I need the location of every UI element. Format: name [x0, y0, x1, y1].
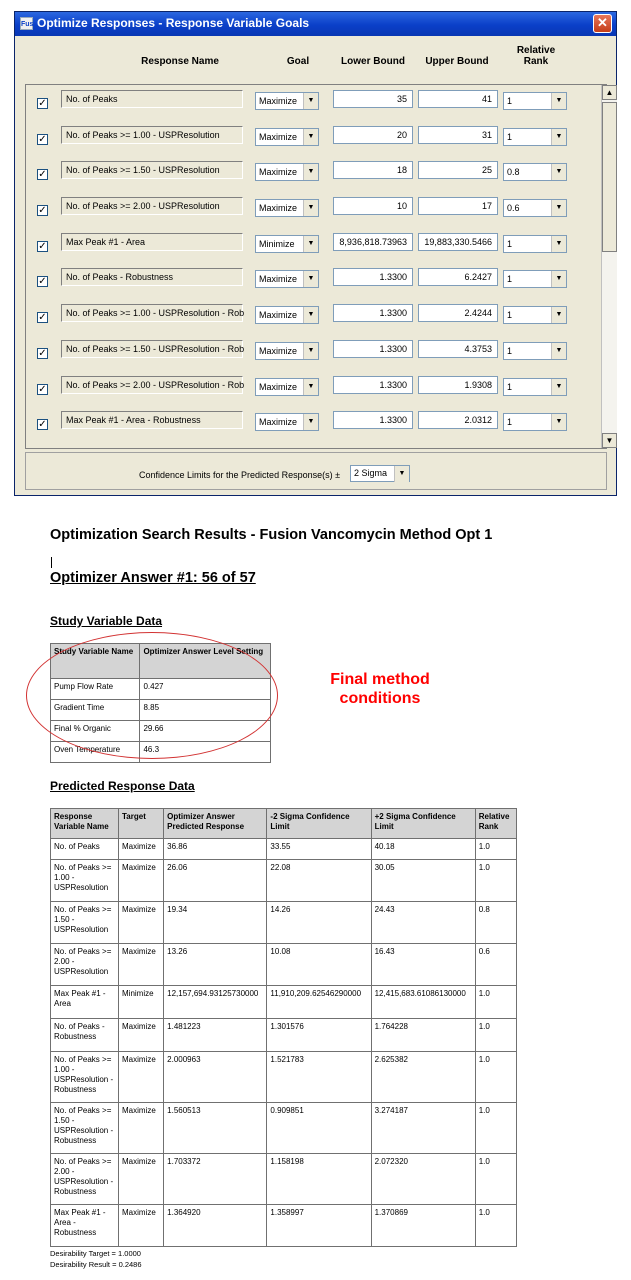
include-checkbox[interactable]: ✓ — [38, 419, 47, 430]
relative-rank-value: 1 — [507, 96, 513, 106]
relative-rank-dropdown[interactable] — [503, 92, 567, 110]
plus-2-sigma-limit: 24.43 — [371, 902, 475, 944]
lower-bound-input[interactable]: 35 — [333, 90, 413, 108]
plus-2-sigma-limit: 2.625382 — [371, 1052, 475, 1103]
header-relative-rank — [501, 45, 571, 67]
minus-2-sigma-limit: 1.158198 — [267, 1154, 371, 1205]
relative-rank: 1.0 — [475, 986, 516, 1019]
upper-bound-input[interactable]: 1.9308 — [418, 376, 498, 394]
study-variable-setting: 0.427 — [140, 679, 271, 700]
response-name-field: No. of Peaks >= 1.00 - USPResolution - Rob — [61, 304, 243, 322]
header-response-name: Response Name — [141, 56, 219, 67]
response-goal-row — [26, 299, 596, 335]
relative-rank: 1.0 — [475, 1052, 516, 1103]
lower-bound-input[interactable]: 1.3300 — [333, 376, 413, 394]
goal-dropdown[interactable] — [255, 163, 319, 181]
minus-2-sigma-limit: 1.301576 — [267, 1019, 371, 1052]
predicted-row — [51, 860, 517, 902]
response-goal-row — [26, 121, 596, 157]
goal-dropdown[interactable] — [255, 270, 319, 288]
lower-bound-input[interactable]: 1.3300 — [333, 411, 413, 429]
predicted-header-cell: Optimizer Answer Predicted Response — [164, 809, 267, 839]
chevron-down-icon[interactable]: ▼ — [551, 236, 566, 252]
response-name-field: Max Peak #1 - Area — [61, 233, 243, 251]
response-variable-name: No. of Peaks - Robustness — [51, 1019, 119, 1052]
plus-2-sigma-limit: 30.05 — [371, 860, 475, 902]
plus-2-sigma-limit: 1.370869 — [371, 1205, 475, 1247]
predicted-row — [51, 1052, 517, 1103]
chevron-down-icon[interactable]: ▼ — [551, 414, 566, 430]
goal-dropdown[interactable] — [255, 235, 319, 253]
header-relative-rank-line2: Rank — [523, 56, 549, 67]
predicted-response: 1.364920 — [164, 1205, 267, 1247]
target: Maximize — [119, 1103, 164, 1154]
study-variable-setting: 8.85 — [140, 700, 271, 721]
relative-rank-value: 1 — [507, 417, 513, 427]
upper-bound-input[interactable]: 31 — [418, 126, 498, 144]
include-checkbox[interactable]: ✓ — [38, 384, 47, 395]
relative-rank-dropdown[interactable] — [503, 306, 567, 324]
window-title: Optimize Responses - Response Variable Goals — [37, 16, 310, 30]
lower-bound-input[interactable]: 1.3300 — [333, 340, 413, 358]
goal-dropdown[interactable] — [255, 92, 319, 110]
optimizer-answer-title: Optimizer Answer #1: 56 of 57 — [50, 570, 256, 586]
upper-bound-input[interactable]: 19,883,330.5466 — [418, 233, 498, 251]
response-variable-name: No. of Peaks >= 2.00 - USPResolution - Robustness — [51, 1154, 119, 1205]
goal-dropdown[interactable] — [255, 199, 319, 217]
relative-rank-dropdown[interactable] — [503, 342, 567, 360]
relative-rank-dropdown[interactable] — [503, 128, 567, 146]
include-checkbox[interactable]: ✓ — [38, 205, 47, 216]
chevron-down-icon[interactable]: ▼ — [303, 414, 318, 430]
relative-rank-value: 1 — [507, 239, 513, 249]
chevron-down-icon[interactable]: ▼ — [303, 93, 318, 109]
target: Maximize — [119, 1205, 164, 1247]
header-goal: Goal — [286, 56, 310, 67]
target: Maximize — [119, 902, 164, 944]
response-name-field: No. of Peaks - Robustness — [61, 268, 243, 286]
response-variable-name: No. of Peaks >= 1.00 - USPResolution — [51, 860, 119, 902]
plus-2-sigma-limit: 2.072320 — [371, 1154, 475, 1205]
response-goal-row — [26, 192, 596, 228]
minus-2-sigma-limit: 1.521783 — [267, 1052, 371, 1103]
response-goal-row — [26, 371, 596, 407]
chevron-down-icon[interactable]: ▼ — [551, 93, 566, 109]
response-goal-row — [26, 406, 596, 442]
relative-rank: 1.0 — [475, 839, 516, 860]
response-goal-row — [26, 263, 596, 299]
study-variable-name: Final % Organic — [51, 721, 140, 742]
plus-2-sigma-limit: 1.764228 — [371, 1019, 475, 1052]
predicted-response: 1.560513 — [164, 1103, 267, 1154]
plus-2-sigma-limit: 40.18 — [371, 839, 475, 860]
header-relative-rank-line1: Relative — [516, 45, 556, 56]
response-name-field: No. of Peaks — [61, 90, 243, 108]
confidence-limits-panel — [25, 452, 607, 490]
goal-value: Maximize — [259, 96, 298, 106]
predicted-response: 2.000963 — [164, 1052, 267, 1103]
predicted-header-cell: -2 Sigma Confidence Limit — [267, 809, 371, 839]
response-name-field: No. of Peaks >= 1.50 - USPResolution — [61, 161, 243, 179]
predicted-header-cell: Response Variable Name — [51, 809, 119, 839]
target: Maximize — [119, 860, 164, 902]
minus-2-sigma-limit: 11,910,209.62546290000 — [267, 986, 371, 1019]
include-checkbox[interactable]: ✓ — [38, 348, 47, 359]
upper-bound-input[interactable]: 6.2427 — [418, 268, 498, 286]
chevron-down-icon[interactable]: ▼ — [551, 343, 566, 359]
response-variable-name: No. of Peaks >= 1.50 - USPResolution - Robustness — [51, 1103, 119, 1154]
predicted-response-table — [50, 808, 517, 1247]
relative-rank: 1.0 — [475, 860, 516, 902]
minus-2-sigma-limit: 0.909851 — [267, 1103, 371, 1154]
predicted-row — [51, 944, 517, 986]
goal-dropdown[interactable] — [255, 306, 319, 324]
goal-value: Maximize — [259, 382, 298, 392]
response-goal-row — [26, 85, 596, 121]
desirability-result: Desirability Result = 0.2486 — [50, 1260, 142, 1269]
chevron-down-icon[interactable]: ▼ — [551, 271, 566, 287]
include-checkbox[interactable]: ✓ — [38, 98, 47, 109]
predicted-row — [51, 902, 517, 944]
response-variable-name: No. of Peaks >= 1.50 - USPResolution — [51, 902, 119, 944]
goal-value: Minimize — [259, 239, 295, 249]
minus-2-sigma-limit: 14.26 — [267, 902, 371, 944]
predicted-response: 13.26 — [164, 944, 267, 986]
chevron-down-icon[interactable]: ▼ — [551, 164, 566, 180]
include-checkbox[interactable]: ✓ — [38, 241, 47, 252]
minus-2-sigma-limit: 22.08 — [267, 860, 371, 902]
text-cursor — [51, 557, 52, 568]
lower-bound-input[interactable]: 18 — [333, 161, 413, 179]
chevron-down-icon[interactable]: ▼ — [551, 200, 566, 216]
study-variable-setting: 29.66 — [140, 721, 271, 742]
optimize-responses-window — [14, 11, 617, 496]
relative-rank-value: 1 — [507, 274, 513, 284]
relative-rank-dropdown[interactable] — [503, 378, 567, 396]
close-button[interactable]: ✕ — [593, 14, 612, 33]
target: Minimize — [119, 986, 164, 1019]
response-variable-name: No. of Peaks >= 2.00 - USPResolution — [51, 944, 119, 986]
study-header-cell: Study Variable Name — [51, 644, 140, 679]
chevron-down-icon[interactable]: ▼ — [303, 271, 318, 287]
lower-bound-input[interactable]: 1.3300 — [333, 268, 413, 286]
response-name-field: Max Peak #1 - Area - Robustness — [61, 411, 243, 429]
lower-bound-input[interactable]: 10 — [333, 197, 413, 215]
relative-rank: 1.0 — [475, 1019, 516, 1052]
minus-2-sigma-limit: 10.08 — [267, 944, 371, 986]
upper-bound-input[interactable]: 25 — [418, 161, 498, 179]
chevron-down-icon[interactable]: ▼ — [551, 307, 566, 323]
response-goal-row — [26, 156, 596, 192]
chevron-down-icon[interactable]: ▼ — [303, 343, 318, 359]
scroll-down-arrow-icon[interactable]: ▼ — [602, 433, 617, 448]
predicted-response: 12,157,694.93125730000 — [164, 986, 267, 1019]
study-variable-name: Oven Temperature — [51, 742, 140, 763]
goal-dropdown[interactable] — [255, 413, 319, 431]
include-checkbox[interactable]: ✓ — [38, 276, 47, 287]
study-variable-name: Pump Flow Rate — [51, 679, 140, 700]
target: Maximize — [119, 1019, 164, 1052]
response-variable-name: Max Peak #1 - Area — [51, 986, 119, 1019]
chevron-down-icon[interactable]: ▼ — [551, 379, 566, 395]
relative-rank-dropdown[interactable] — [503, 163, 567, 181]
relative-rank-dropdown[interactable] — [503, 270, 567, 288]
title-bar[interactable] — [15, 12, 616, 36]
response-goal-row — [26, 228, 596, 264]
relative-rank-value: 0.6 — [507, 203, 520, 213]
target: Maximize — [119, 944, 164, 986]
response-name-field: No. of Peaks >= 2.00 - USPResolution — [61, 197, 243, 215]
goal-dropdown[interactable] — [255, 128, 319, 146]
predicted-response: 36.86 — [164, 839, 267, 860]
predicted-row — [51, 986, 517, 1019]
relative-rank-value: 1 — [507, 346, 513, 356]
study-variable-setting: 46.3 — [140, 742, 271, 763]
predicted-row — [51, 839, 517, 860]
upper-bound-input[interactable]: 41 — [418, 90, 498, 108]
response-name-field: No. of Peaks >= 1.50 - USPResolution - Rob — [61, 340, 243, 358]
predicted-response: 19.34 — [164, 902, 267, 944]
relative-rank-dropdown[interactable] — [503, 413, 567, 431]
study-variable-section-title: Study Variable Data — [50, 614, 163, 628]
relative-rank: 0.6 — [475, 944, 516, 986]
relative-rank-dropdown[interactable] — [503, 199, 567, 217]
lower-bound-input[interactable]: 8,936,818.73963 — [333, 233, 413, 251]
plus-2-sigma-limit: 12,415,683.61086130000 — [371, 986, 475, 1019]
response-variable-name: No. of Peaks >= 1.00 - USPResolution - Robustness — [51, 1052, 119, 1103]
predicted-header-cell: +2 Sigma Confidence Limit — [371, 809, 475, 839]
chevron-down-icon[interactable]: ▼ — [303, 129, 318, 145]
target: Maximize — [119, 1052, 164, 1103]
relative-rank-value: 0.8 — [507, 167, 520, 177]
annotation-line2: conditions — [339, 690, 421, 707]
app-icon: Fus — [20, 17, 33, 30]
include-checkbox[interactable]: ✓ — [38, 169, 47, 180]
scrollbar-thumb[interactable] — [602, 102, 617, 252]
predicted-row — [51, 1205, 517, 1247]
goal-dropdown[interactable] — [255, 378, 319, 396]
target: Maximize — [119, 839, 164, 860]
report-title: Optimization Search Results - Fusion Vancomycin Method Opt 1 — [50, 527, 493, 543]
predicted-header-cell: Relative Rank — [475, 809, 516, 839]
study-header-cell: Optimizer Answer Level Setting — [140, 644, 271, 679]
relative-rank: 1.0 — [475, 1103, 516, 1154]
minus-2-sigma-limit: 33.55 — [267, 839, 371, 860]
predicted-header-cell: Target — [119, 809, 164, 839]
relative-rank: 0.8 — [475, 902, 516, 944]
scroll-up-arrow-icon[interactable]: ▲ — [602, 85, 617, 100]
goal-dropdown[interactable] — [255, 342, 319, 360]
lower-bound-input[interactable]: 1.3300 — [333, 304, 413, 322]
chevron-down-icon[interactable]: ▼ — [394, 466, 409, 482]
chevron-down-icon[interactable]: ▼ — [303, 307, 318, 323]
response-name-field: No. of Peaks >= 1.00 - USPResolution — [61, 126, 243, 144]
study-variable-name: Gradient Time — [51, 700, 140, 721]
predicted-row — [51, 1154, 517, 1205]
chevron-down-icon[interactable]: ▼ — [303, 164, 318, 180]
confidence-limits-value: 2 Sigma — [354, 468, 388, 478]
relative-rank: 1.0 — [475, 1205, 516, 1247]
desirability-target: Desirability Target = 1.0000 — [50, 1249, 141, 1258]
relative-rank-dropdown[interactable] — [503, 235, 567, 253]
upper-bound-input[interactable]: 2.4244 — [418, 304, 498, 322]
goal-value: Maximize — [259, 310, 298, 320]
include-checkbox[interactable]: ✓ — [38, 134, 47, 145]
response-name-field: No. of Peaks >= 2.00 - USPResolution - Rob — [61, 376, 243, 394]
predicted-row — [51, 1103, 517, 1154]
chevron-down-icon[interactable]: ▼ — [303, 236, 318, 252]
response-variable-name: No. of Peaks — [51, 839, 119, 860]
goal-value: Maximize — [259, 417, 298, 427]
confidence-limits-label: Confidence Limits for the Predicted Response(s) ± — [139, 470, 341, 480]
response-variable-name: Max Peak #1 - Area - Robustness — [51, 1205, 119, 1247]
response-goal-row — [26, 335, 596, 371]
header-lower-bound: Lower Bound — [341, 56, 405, 67]
predicted-header-row — [51, 809, 517, 839]
minus-2-sigma-limit: 1.358997 — [267, 1205, 371, 1247]
plus-2-sigma-limit: 16.43 — [371, 944, 475, 986]
goal-value: Maximize — [259, 346, 298, 356]
annotation-line1: Final method — [330, 671, 430, 688]
goal-value: Maximize — [259, 132, 298, 142]
include-checkbox[interactable]: ✓ — [38, 312, 47, 323]
goal-value: Maximize — [259, 274, 298, 284]
relative-rank-value: 1 — [507, 310, 513, 320]
upper-bound-input[interactable]: 17 — [418, 197, 498, 215]
predicted-row — [51, 1019, 517, 1052]
confidence-limits-dropdown[interactable] — [350, 465, 410, 482]
predicted-response: 26.06 — [164, 860, 267, 902]
predicted-response: 1.481223 — [164, 1019, 267, 1052]
vertical-scrollbar[interactable] — [601, 85, 617, 448]
relative-rank: 1.0 — [475, 1154, 516, 1205]
predicted-response: 1.703372 — [164, 1154, 267, 1205]
relative-rank-value: 1 — [507, 132, 513, 142]
chevron-down-icon[interactable]: ▼ — [303, 200, 318, 216]
relative-rank-value: 1 — [507, 382, 513, 392]
response-goals-list — [25, 84, 614, 449]
goal-value: Maximize — [259, 167, 298, 177]
chevron-down-icon[interactable]: ▼ — [303, 379, 318, 395]
upper-bound-input[interactable]: 4.3753 — [418, 340, 498, 358]
target: Maximize — [119, 1154, 164, 1205]
plus-2-sigma-limit: 3.274187 — [371, 1103, 475, 1154]
header-upper-bound: Upper Bound — [425, 56, 489, 67]
predicted-response-section-title: Predicted Response Data — [50, 779, 195, 793]
chevron-down-icon[interactable]: ▼ — [551, 129, 566, 145]
lower-bound-input[interactable]: 20 — [333, 126, 413, 144]
upper-bound-input[interactable]: 2.0312 — [418, 411, 498, 429]
final-method-annotation — [300, 670, 460, 708]
goal-value: Maximize — [259, 203, 298, 213]
highlight-oval — [26, 632, 278, 759]
